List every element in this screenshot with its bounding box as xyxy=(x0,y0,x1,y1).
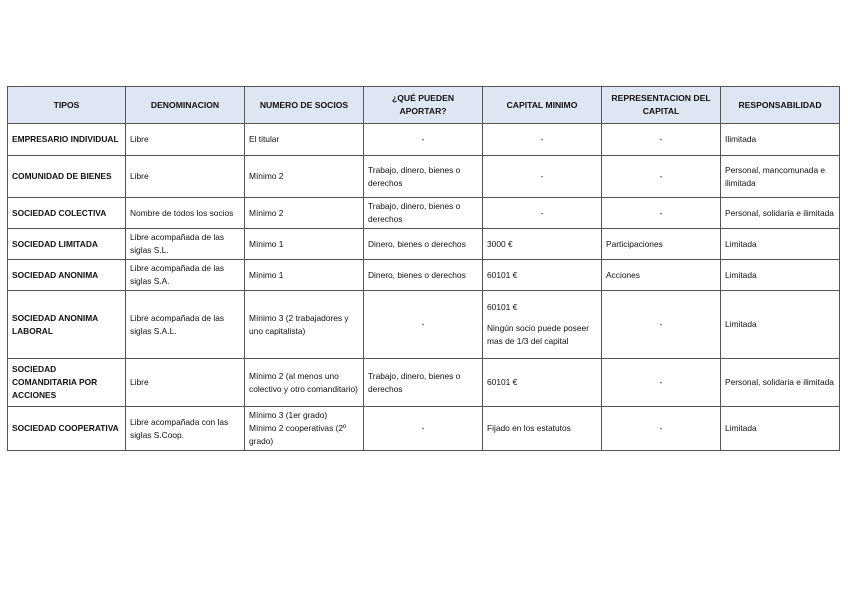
cell-socios: El titular xyxy=(245,124,364,156)
cell-capital: 3000 € xyxy=(483,229,602,260)
cell-responsabilidad: Limitada xyxy=(721,229,840,260)
header-capital-minimo: CAPITAL MINIMO xyxy=(483,87,602,124)
table-row xyxy=(8,291,840,359)
cell-tipo: SOCIEDAD COLECTIVA xyxy=(8,198,126,229)
cell-tipo: SOCIEDAD LIMITADA xyxy=(8,229,126,260)
cell-tipo: SOCIEDAD ANONIMA xyxy=(8,260,126,291)
cell-aportar: - xyxy=(364,124,483,156)
socios-line-1: Mínimo 3 (1er grado) xyxy=(249,410,328,420)
socios-line-2: Mínimo 2 cooperativas (2º grado) xyxy=(249,423,347,446)
cell-responsabilidad: Limitada xyxy=(721,407,840,451)
cell-representacion: - xyxy=(602,407,721,451)
cell-denominacion: Libre xyxy=(126,124,245,156)
header-numero-socios: NUMERO DE SOCIOS xyxy=(245,87,364,124)
cell-denominacion: Libre acompañada de las siglas S.L. xyxy=(126,229,245,260)
header-representacion-capital: REPRESENTACION DEL CAPITAL xyxy=(602,87,721,124)
table-row xyxy=(8,229,840,260)
cell-representacion: Acciones xyxy=(602,260,721,291)
cell-capital xyxy=(483,291,602,359)
cell-representacion: Participaciones xyxy=(602,229,721,260)
cell-aportar: - xyxy=(364,407,483,451)
cell-socios: Mínimo 3 (2 trabajadores y uno capitalista) xyxy=(245,291,364,359)
table-row xyxy=(8,156,840,198)
cell-denominacion: Libre xyxy=(126,359,245,407)
cell-responsabilidad: Personal, solidaria e ilimitada xyxy=(721,359,840,407)
cell-tipo: SOCIEDAD COMANDITARIA POR ACCIONES xyxy=(8,359,126,407)
header-tipos: TIPOS xyxy=(8,87,126,124)
cell-responsabilidad: Limitada xyxy=(721,291,840,359)
cell-representacion: - xyxy=(602,124,721,156)
table-row xyxy=(8,124,840,156)
cell-capital: - xyxy=(483,124,602,156)
cell-capital: 60101 € xyxy=(483,359,602,407)
cell-representacion: - xyxy=(602,198,721,229)
cell-capital: Fijado en los estatutos xyxy=(483,407,602,451)
cell-aportar: Dinero, bienes o derechos xyxy=(364,260,483,291)
cell-representacion: - xyxy=(602,291,721,359)
table-row xyxy=(8,407,840,451)
cell-representacion: - xyxy=(602,359,721,407)
cell-socios xyxy=(245,407,364,451)
cell-socios: Mínimo 2 xyxy=(245,156,364,198)
header-row xyxy=(8,87,840,124)
cell-socios: Mínimo 1 xyxy=(245,229,364,260)
societies-table xyxy=(7,86,840,451)
cell-responsabilidad: Personal, solidaria e ilimitada xyxy=(721,198,840,229)
capital-note: Ningún socio puede poseer mas de 1/3 del capital xyxy=(487,323,589,346)
cell-tipo: COMUNIDAD DE BIENES xyxy=(8,156,126,198)
cell-responsabilidad: Limitada xyxy=(721,260,840,291)
cell-aportar: Trabajo, dinero, bienes o derechos xyxy=(364,156,483,198)
cell-representacion: - xyxy=(602,156,721,198)
cell-aportar: Trabajo, dinero, bienes o derechos xyxy=(364,359,483,407)
table-row xyxy=(8,359,840,407)
cell-denominacion: Libre acompañada de las siglas S.A. xyxy=(126,260,245,291)
header-que-pueden-aportar: ¿QUÉ PUEDEN APORTAR? xyxy=(364,87,483,124)
cell-responsabilidad: Personal, mancomunada e ilimitada xyxy=(721,156,840,198)
cell-capital: - xyxy=(483,198,602,229)
cell-responsabilidad: Ilimitada xyxy=(721,124,840,156)
cell-denominacion: Libre xyxy=(126,156,245,198)
cell-capital: - xyxy=(483,156,602,198)
cell-capital: 60101 € xyxy=(483,260,602,291)
cell-denominacion: Libre acompañada de las siglas S.A.L. xyxy=(126,291,245,359)
cell-aportar: Dinero, bienes o derechos xyxy=(364,229,483,260)
cell-denominacion: Nombre de todos los socios xyxy=(126,198,245,229)
header-denominacion: DENOMINACION xyxy=(126,87,245,124)
capital-value: 60101 € xyxy=(487,302,518,312)
cell-socios: Mínimo 2 (al menos uno colectivo y otro comanditario) xyxy=(245,359,364,407)
cell-tipo: EMPRESARIO INDIVIDUAL xyxy=(8,124,126,156)
cell-denominacion: Libre acompañada con las siglas S.Coop. xyxy=(126,407,245,451)
cell-aportar: Trabajo, dinero, bienes o derechos xyxy=(364,198,483,229)
cell-socios: Mínimo 2 xyxy=(245,198,364,229)
cell-tipo: SOCIEDAD COOPERATIVA xyxy=(8,407,126,451)
table-row xyxy=(8,260,840,291)
cell-socios: Mínimo 1 xyxy=(245,260,364,291)
header-responsabilidad: RESPONSABILIDAD xyxy=(721,87,840,124)
cell-aportar: - xyxy=(364,291,483,359)
cell-tipo: SOCIEDAD ANONIMA LABORAL xyxy=(8,291,126,359)
table-row xyxy=(8,198,840,229)
